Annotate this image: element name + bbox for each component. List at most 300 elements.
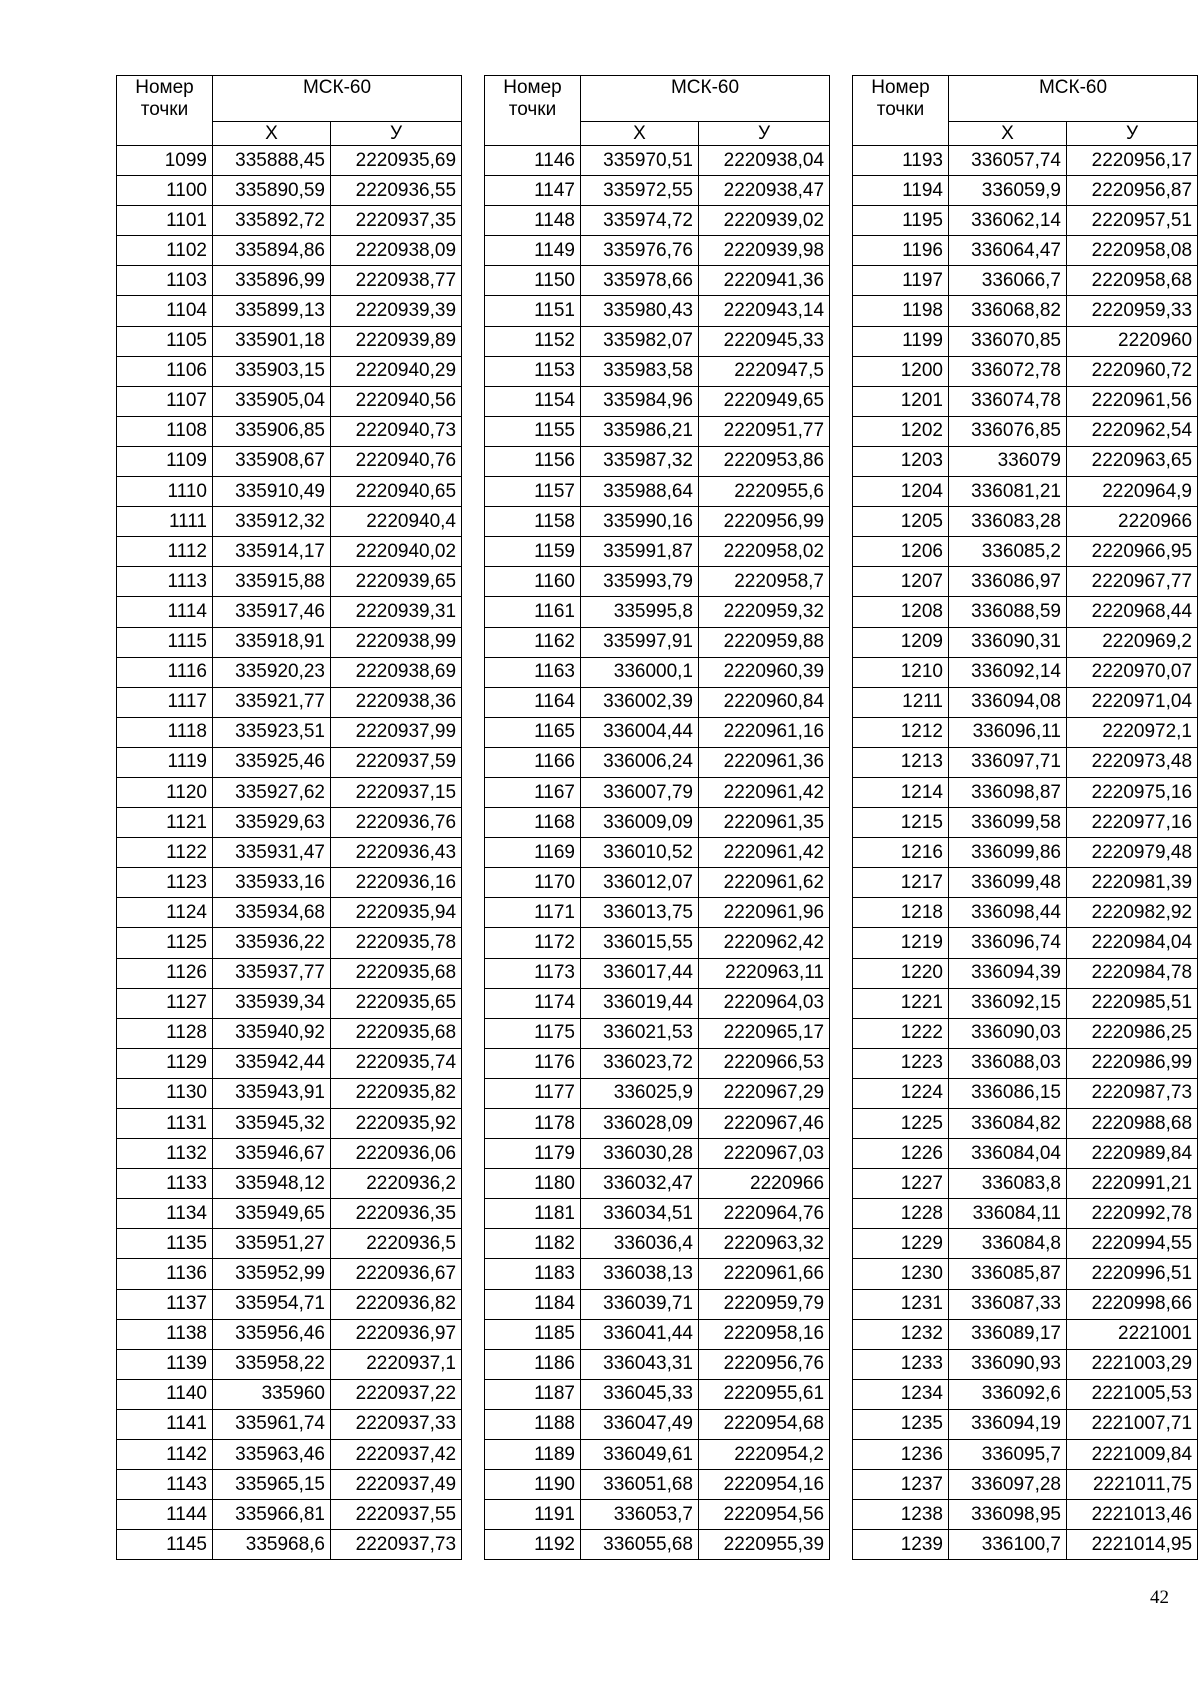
- y-coordinate-cell: 2220954,2: [699, 1440, 830, 1470]
- x-coordinate-cell: 336094,19: [949, 1409, 1067, 1439]
- table-row: [853, 567, 1198, 597]
- table-row: [117, 236, 462, 266]
- table-row: [117, 1379, 462, 1409]
- table-row: [853, 1379, 1198, 1409]
- point-number-cell: 1142: [117, 1440, 213, 1470]
- x-coordinate-cell: 335927,62: [213, 777, 331, 807]
- y-coordinate-cell: 2220936,97: [331, 1319, 462, 1349]
- y-coordinate-cell: 2220937,33: [331, 1409, 462, 1439]
- point-number-header-line1: Номер: [871, 77, 930, 98]
- x-coordinate-cell: 335939,34: [213, 988, 331, 1018]
- x-coordinate-cell: 336057,74: [949, 146, 1067, 176]
- table-row: [853, 236, 1198, 266]
- table-row: [853, 326, 1198, 356]
- table-row: [117, 597, 462, 627]
- point-number-cell: 1214: [853, 777, 949, 807]
- coordinate-table-1: [116, 75, 462, 1560]
- x-coordinate-cell: 336090,31: [949, 627, 1067, 657]
- table-row: [117, 386, 462, 416]
- y-coordinate-cell: 2220961,62: [699, 868, 830, 898]
- y-coordinate-cell: 2220960: [1067, 326, 1198, 356]
- point-number-cell: 1224: [853, 1078, 949, 1108]
- table-row: [117, 1409, 462, 1439]
- y-coordinate-cell: 2220938,47: [699, 176, 830, 206]
- table-row: [485, 657, 830, 687]
- x-coordinate-cell: 336010,52: [581, 838, 699, 868]
- x-coordinate-cell: 335943,91: [213, 1078, 331, 1108]
- point-number-cell: 1211: [853, 687, 949, 717]
- y-coordinate-cell: 2220940,02: [331, 537, 462, 567]
- table-row: [117, 507, 462, 537]
- table-row: [485, 356, 830, 386]
- y-coordinate-cell: 2220941,36: [699, 266, 830, 296]
- point-number-cell: 1179: [485, 1139, 581, 1169]
- point-number-cell: 1158: [485, 507, 581, 537]
- point-number-cell: 1154: [485, 386, 581, 416]
- x-coordinate-cell: 335910,49: [213, 477, 331, 507]
- y-coordinate-cell: 2220957,51: [1067, 206, 1198, 236]
- table-row: [117, 266, 462, 296]
- point-number-cell: 1148: [485, 206, 581, 236]
- table-row: [485, 777, 830, 807]
- table-row: [485, 1078, 830, 1108]
- point-number-cell: 1203: [853, 446, 949, 476]
- x-coordinate-cell: 336038,13: [581, 1259, 699, 1289]
- point-number-cell: 1152: [485, 326, 581, 356]
- x-coordinate-cell: 336098,87: [949, 777, 1067, 807]
- x-coordinate-cell: 335934,68: [213, 898, 331, 928]
- y-coordinate-cell: 2220986,99: [1067, 1048, 1198, 1078]
- x-coordinate-cell: 336088,03: [949, 1048, 1067, 1078]
- table-row: [485, 988, 830, 1018]
- x-coordinate-cell: 336096,11: [949, 717, 1067, 747]
- y-coordinate-cell: 2220935,68: [331, 1018, 462, 1048]
- y-coordinate-cell: 2220961,16: [699, 717, 830, 747]
- point-number-cell: 1192: [485, 1530, 581, 1560]
- x-coordinate-cell: 335984,96: [581, 386, 699, 416]
- y-coordinate-cell: 2220961,96: [699, 898, 830, 928]
- table-row: [485, 507, 830, 537]
- y-coordinate-cell: 2220958,16: [699, 1319, 830, 1349]
- table-row: [853, 1078, 1198, 1108]
- point-number-cell: 1111: [117, 507, 213, 537]
- point-number-cell: 1130: [117, 1078, 213, 1108]
- x-coordinate-cell: 335986,21: [581, 416, 699, 446]
- y-coordinate-cell: 2220966: [1067, 507, 1198, 537]
- coordinate-system-header: МСК-60: [581, 76, 830, 122]
- point-number-cell: 1187: [485, 1379, 581, 1409]
- table-row: [853, 1139, 1198, 1169]
- y-coordinate-cell: 2220954,68: [699, 1409, 830, 1439]
- y-coordinate-cell: 2220972,1: [1067, 717, 1198, 747]
- x-coordinate-cell: 335983,58: [581, 356, 699, 386]
- point-number-cell: 1140: [117, 1379, 213, 1409]
- x-coordinate-cell: 336017,44: [581, 958, 699, 988]
- y-coordinate-cell: 2220981,39: [1067, 868, 1198, 898]
- x-coordinate-cell: 335987,32: [581, 446, 699, 476]
- x-coordinate-cell: 336043,31: [581, 1349, 699, 1379]
- table-row: [117, 146, 462, 176]
- point-number-cell: 1101: [117, 206, 213, 236]
- point-number-cell: 1168: [485, 808, 581, 838]
- point-number-cell: 1235: [853, 1409, 949, 1439]
- x-coordinate-cell: 335995,8: [581, 597, 699, 627]
- y-column-header: У: [699, 122, 830, 146]
- point-number-cell: 1121: [117, 808, 213, 838]
- point-number-cell: 1137: [117, 1289, 213, 1319]
- point-number-cell: 1236: [853, 1440, 949, 1470]
- x-coordinate-cell: 335901,18: [213, 326, 331, 356]
- x-coordinate-cell: 336084,82: [949, 1109, 1067, 1139]
- point-number-cell: 1205: [853, 507, 949, 537]
- y-coordinate-cell: 2220936,2: [331, 1169, 462, 1199]
- table-row: [485, 1470, 830, 1500]
- x-coordinate-cell: 335892,72: [213, 206, 331, 236]
- table-row: [853, 1259, 1198, 1289]
- y-coordinate-cell: 2220961,42: [699, 838, 830, 868]
- y-coordinate-cell: 2220938,04: [699, 146, 830, 176]
- table-row: [853, 1440, 1198, 1470]
- y-coordinate-cell: 2220935,74: [331, 1048, 462, 1078]
- y-coordinate-cell: 2220936,67: [331, 1259, 462, 1289]
- point-number-cell: 1145: [117, 1530, 213, 1560]
- y-coordinate-cell: 2220937,49: [331, 1470, 462, 1500]
- x-coordinate-cell: 336070,85: [949, 326, 1067, 356]
- y-coordinate-cell: 2221011,75: [1067, 1470, 1198, 1500]
- y-column-header: У: [1067, 122, 1198, 146]
- table-row: [117, 687, 462, 717]
- x-coordinate-cell: 335993,79: [581, 567, 699, 597]
- x-coordinate-cell: 335929,63: [213, 808, 331, 838]
- table-row: [485, 1169, 830, 1199]
- table-row: [485, 1109, 830, 1139]
- table-row: [117, 537, 462, 567]
- x-coordinate-cell: 335980,43: [581, 296, 699, 326]
- point-number-cell: 1110: [117, 477, 213, 507]
- x-coordinate-cell: 335936,22: [213, 928, 331, 958]
- point-number-cell: 1139: [117, 1349, 213, 1379]
- y-coordinate-cell: 2220937,15: [331, 777, 462, 807]
- x-coordinate-cell: 336094,08: [949, 687, 1067, 717]
- y-coordinate-cell: 2220962,54: [1067, 416, 1198, 446]
- point-number-cell: 1155: [485, 416, 581, 446]
- point-number-cell: 1144: [117, 1500, 213, 1530]
- y-coordinate-cell: 2220939,02: [699, 206, 830, 236]
- x-coordinate-cell: 336100,7: [949, 1530, 1067, 1560]
- point-number-cell: 1219: [853, 928, 949, 958]
- point-number-cell: 1197: [853, 266, 949, 296]
- y-coordinate-cell: 2220967,77: [1067, 567, 1198, 597]
- point-number-cell: 1175: [485, 1018, 581, 1048]
- table-row: [485, 567, 830, 597]
- y-coordinate-cell: 2220966,53: [699, 1048, 830, 1078]
- x-coordinate-cell: 336041,44: [581, 1319, 699, 1349]
- y-coordinate-cell: 2220936,55: [331, 176, 462, 206]
- x-coordinate-cell: 335951,27: [213, 1229, 331, 1259]
- y-coordinate-cell: 2220935,94: [331, 898, 462, 928]
- y-coordinate-cell: 2220975,16: [1067, 777, 1198, 807]
- point-number-cell: 1237: [853, 1470, 949, 1500]
- y-coordinate-cell: 2220936,06: [331, 1139, 462, 1169]
- table-row: [117, 326, 462, 356]
- x-coordinate-cell: 336004,44: [581, 717, 699, 747]
- table-row: [485, 296, 830, 326]
- y-coordinate-cell: 2221007,71: [1067, 1409, 1198, 1439]
- table-row: [853, 868, 1198, 898]
- table-row: [485, 146, 830, 176]
- table-row: [853, 747, 1198, 777]
- table-row: [853, 1289, 1198, 1319]
- x-coordinate-cell: 336084,8: [949, 1229, 1067, 1259]
- y-coordinate-cell: 2220958,7: [699, 567, 830, 597]
- point-number-cell: 1153: [485, 356, 581, 386]
- point-number-cell: 1174: [485, 988, 581, 1018]
- y-coordinate-cell: 2220956,17: [1067, 146, 1198, 176]
- point-number-cell: 1132: [117, 1139, 213, 1169]
- point-number-cell: 1116: [117, 657, 213, 687]
- y-coordinate-cell: 2220985,51: [1067, 988, 1198, 1018]
- y-coordinate-cell: 2220979,48: [1067, 838, 1198, 868]
- x-coordinate-cell: 335952,99: [213, 1259, 331, 1289]
- point-number-cell: 1218: [853, 898, 949, 928]
- y-coordinate-cell: 2220949,65: [699, 386, 830, 416]
- table-row: [117, 958, 462, 988]
- point-number-cell: 1122: [117, 838, 213, 868]
- y-coordinate-cell: 2221009,84: [1067, 1440, 1198, 1470]
- x-coordinate-cell: 335894,86: [213, 236, 331, 266]
- x-coordinate-cell: 336064,47: [949, 236, 1067, 266]
- table-row: [853, 1018, 1198, 1048]
- x-coordinate-cell: 335946,67: [213, 1139, 331, 1169]
- table-row: [485, 838, 830, 868]
- x-coordinate-cell: 335923,51: [213, 717, 331, 747]
- y-coordinate-cell: 2220959,79: [699, 1289, 830, 1319]
- table-row: [853, 958, 1198, 988]
- table-row: [853, 206, 1198, 236]
- x-coordinate-cell: 335945,32: [213, 1109, 331, 1139]
- y-coordinate-cell: 2220962,42: [699, 928, 830, 958]
- x-coordinate-cell: 336021,53: [581, 1018, 699, 1048]
- table-row: [117, 1349, 462, 1379]
- point-number-cell: 1210: [853, 657, 949, 687]
- y-coordinate-cell: 2220939,98: [699, 236, 830, 266]
- y-coordinate-cell: 2220967,46: [699, 1109, 830, 1139]
- coordinate-system-header: МСК-60: [213, 76, 462, 122]
- table-row: [117, 1319, 462, 1349]
- table-row: [485, 898, 830, 928]
- x-coordinate-cell: 335949,65: [213, 1199, 331, 1229]
- table-row: [853, 808, 1198, 838]
- x-coordinate-cell: 336081,21: [949, 477, 1067, 507]
- x-coordinate-cell: 335921,77: [213, 687, 331, 717]
- point-number-cell: 1104: [117, 296, 213, 326]
- table-row: [117, 898, 462, 928]
- y-coordinate-cell: 2220963,32: [699, 1229, 830, 1259]
- y-coordinate-cell: 2220991,21: [1067, 1169, 1198, 1199]
- point-number-cell: 1105: [117, 326, 213, 356]
- y-coordinate-cell: 2220935,65: [331, 988, 462, 1018]
- x-coordinate-cell: 335963,46: [213, 1440, 331, 1470]
- table-row: [485, 176, 830, 206]
- y-coordinate-cell: 2220966: [699, 1169, 830, 1199]
- table-row: [485, 1199, 830, 1229]
- y-coordinate-cell: 2220937,59: [331, 747, 462, 777]
- y-coordinate-cell: 2220989,84: [1067, 1139, 1198, 1169]
- table-row: [117, 1048, 462, 1078]
- point-number-cell: 1146: [485, 146, 581, 176]
- point-number-cell: 1167: [485, 777, 581, 807]
- table-row: [485, 266, 830, 296]
- y-coordinate-cell: 2220936,43: [331, 838, 462, 868]
- y-coordinate-cell: 2220954,16: [699, 1470, 830, 1500]
- point-number-cell: 1182: [485, 1229, 581, 1259]
- x-coordinate-cell: 335948,12: [213, 1169, 331, 1199]
- x-coordinate-cell: 335942,44: [213, 1048, 331, 1078]
- point-number-cell: 1117: [117, 687, 213, 717]
- point-number-cell: 1239: [853, 1530, 949, 1560]
- table-row: [853, 1349, 1198, 1379]
- x-coordinate-cell: 335890,59: [213, 176, 331, 206]
- y-coordinate-cell: 2220961,42: [699, 777, 830, 807]
- y-coordinate-cell: 2220987,73: [1067, 1078, 1198, 1108]
- table-row: [485, 1530, 830, 1560]
- x-coordinate-cell: 335982,07: [581, 326, 699, 356]
- y-coordinate-cell: 2220945,33: [699, 326, 830, 356]
- point-number-cell: 1113: [117, 567, 213, 597]
- y-coordinate-cell: 2220955,39: [699, 1530, 830, 1560]
- x-coordinate-cell: 335931,47: [213, 838, 331, 868]
- point-number-header-line2: точки: [876, 99, 925, 120]
- table-row: [117, 206, 462, 236]
- table-row: [485, 236, 830, 266]
- table-row: [485, 1349, 830, 1379]
- y-coordinate-cell: 2220967,03: [699, 1139, 830, 1169]
- x-coordinate-cell: 336087,33: [949, 1289, 1067, 1319]
- table-row: [117, 808, 462, 838]
- y-coordinate-cell: 2220970,07: [1067, 657, 1198, 687]
- point-number-cell: 1213: [853, 747, 949, 777]
- point-number-cell: 1199: [853, 326, 949, 356]
- y-coordinate-cell: 2220960,39: [699, 657, 830, 687]
- table-row: [853, 176, 1198, 206]
- x-coordinate-cell: 336015,55: [581, 928, 699, 958]
- coordinate-table-3: [852, 75, 1198, 1560]
- y-coordinate-cell: 2220940,76: [331, 446, 462, 476]
- x-coordinate-cell: 335903,15: [213, 356, 331, 386]
- x-coordinate-cell: 336083,28: [949, 507, 1067, 537]
- table-row: [117, 176, 462, 206]
- y-coordinate-cell: 2220964,76: [699, 1199, 830, 1229]
- table-row: [117, 717, 462, 747]
- table-row: [853, 838, 1198, 868]
- table-row: [485, 206, 830, 236]
- x-coordinate-cell: 336025,9: [581, 1078, 699, 1108]
- y-coordinate-cell: 2220940,4: [331, 507, 462, 537]
- x-coordinate-cell: 336059,9: [949, 176, 1067, 206]
- y-coordinate-cell: 2220973,48: [1067, 747, 1198, 777]
- table-row: [117, 928, 462, 958]
- point-number-cell: 1103: [117, 266, 213, 296]
- table-row: [853, 296, 1198, 326]
- table-row: [117, 1470, 462, 1500]
- point-number-cell: 1123: [117, 868, 213, 898]
- x-coordinate-cell: 336030,28: [581, 1139, 699, 1169]
- table-row: [485, 1048, 830, 1078]
- table-row: [853, 356, 1198, 386]
- table-row: [853, 717, 1198, 747]
- point-number-cell: 1147: [485, 176, 581, 206]
- table-row: [853, 1048, 1198, 1078]
- y-coordinate-cell: 2221001: [1067, 1319, 1198, 1349]
- point-number-cell: 1157: [485, 477, 581, 507]
- table-row: [853, 988, 1198, 1018]
- point-number-cell: 1229: [853, 1229, 949, 1259]
- point-number-cell: 1185: [485, 1319, 581, 1349]
- table-row: [485, 1319, 830, 1349]
- y-coordinate-cell: 2220971,04: [1067, 687, 1198, 717]
- point-number-cell: 1234: [853, 1379, 949, 1409]
- point-number-cell: 1120: [117, 777, 213, 807]
- table-row: [853, 446, 1198, 476]
- point-number-cell: 1151: [485, 296, 581, 326]
- point-number-cell: 1208: [853, 597, 949, 627]
- x-coordinate-cell: 335905,04: [213, 386, 331, 416]
- x-coordinate-cell: 336039,71: [581, 1289, 699, 1319]
- table-row: [853, 386, 1198, 416]
- y-coordinate-cell: 2220956,76: [699, 1349, 830, 1379]
- point-number-cell: 1177: [485, 1078, 581, 1108]
- table-row: [853, 1199, 1198, 1229]
- point-number-cell: 1230: [853, 1259, 949, 1289]
- point-number-cell: 1102: [117, 236, 213, 266]
- table-row: [117, 446, 462, 476]
- y-coordinate-cell: 2220965,17: [699, 1018, 830, 1048]
- y-coordinate-cell: 2220992,78: [1067, 1199, 1198, 1229]
- point-number-cell: 1160: [485, 567, 581, 597]
- table-row: [117, 1229, 462, 1259]
- table-row: [117, 657, 462, 687]
- x-column-header: X: [581, 122, 699, 146]
- point-number-cell: 1165: [485, 717, 581, 747]
- y-coordinate-cell: 2220937,99: [331, 717, 462, 747]
- table-row: [485, 1259, 830, 1289]
- point-number-cell: 1188: [485, 1409, 581, 1439]
- x-coordinate-cell: 336092,15: [949, 988, 1067, 1018]
- point-number-cell: 1108: [117, 416, 213, 446]
- x-coordinate-cell: 335960: [213, 1379, 331, 1409]
- point-number-cell: 1189: [485, 1440, 581, 1470]
- point-number-cell: 1186: [485, 1349, 581, 1379]
- point-number-cell: 1194: [853, 176, 949, 206]
- x-coordinate-cell: 336053,7: [581, 1500, 699, 1530]
- table-row: [117, 988, 462, 1018]
- point-number-cell: 1200: [853, 356, 949, 386]
- table-row: [853, 1500, 1198, 1530]
- x-coordinate-cell: 335917,46: [213, 597, 331, 627]
- y-coordinate-cell: 2220955,61: [699, 1379, 830, 1409]
- x-coordinate-cell: 336096,74: [949, 928, 1067, 958]
- point-number-cell: 1134: [117, 1199, 213, 1229]
- table-row: [853, 1409, 1198, 1439]
- x-coordinate-cell: 336099,86: [949, 838, 1067, 868]
- y-coordinate-cell: 2221013,46: [1067, 1500, 1198, 1530]
- table-row: [485, 747, 830, 777]
- y-coordinate-cell: 2220998,66: [1067, 1289, 1198, 1319]
- y-coordinate-cell: 2220937,1: [331, 1349, 462, 1379]
- x-coordinate-cell: 336089,17: [949, 1319, 1067, 1349]
- y-coordinate-cell: 2220964,9: [1067, 477, 1198, 507]
- point-number-cell: 1112: [117, 537, 213, 567]
